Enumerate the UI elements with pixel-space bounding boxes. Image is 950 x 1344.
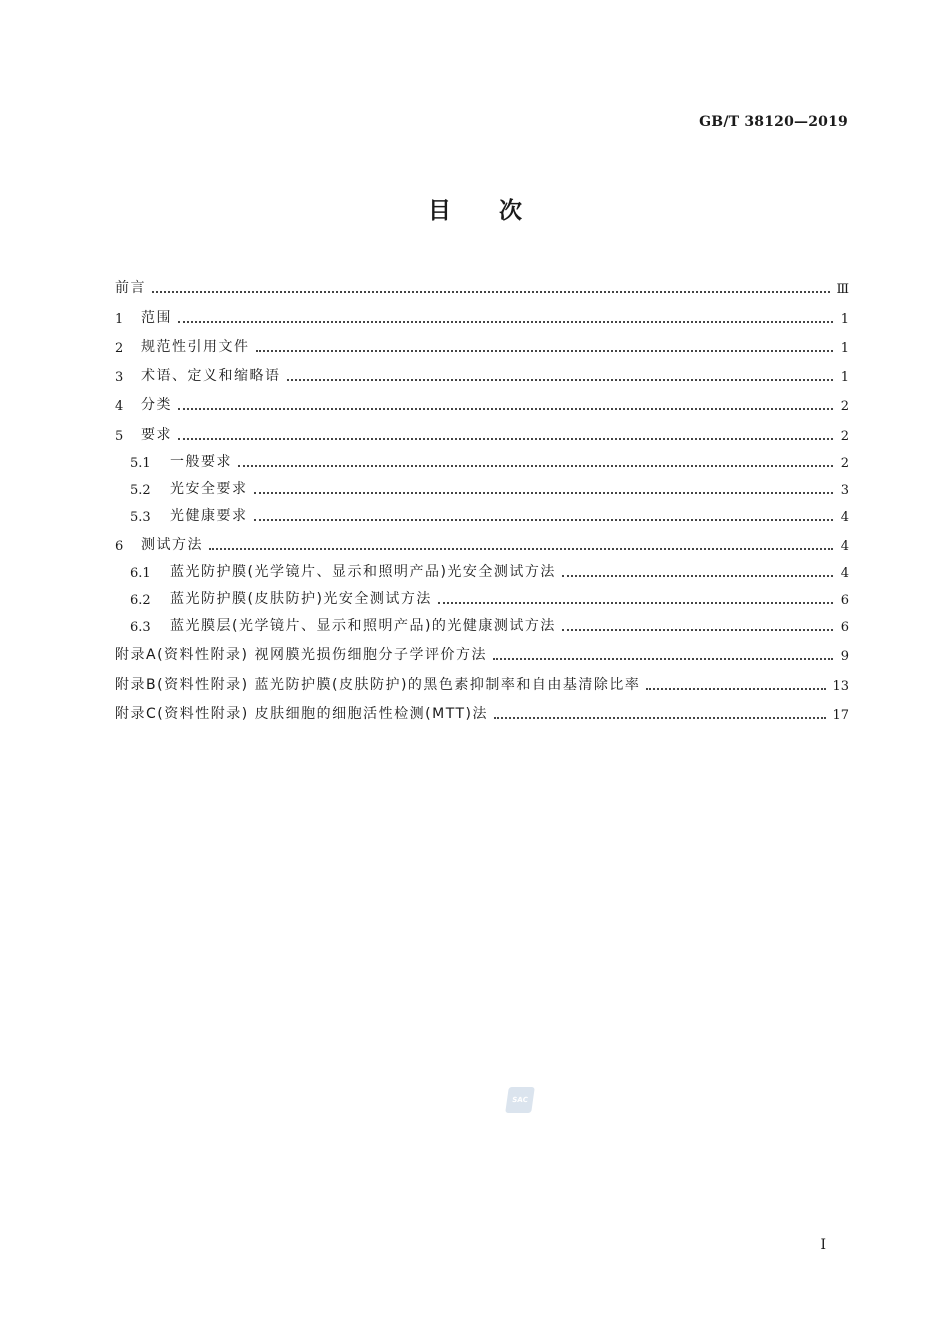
toc-dot-leader: [178, 437, 833, 440]
page-number: I: [820, 1237, 826, 1253]
toc-title: 目次: [428, 198, 570, 224]
toc-entry-title: 附录C(资料性附录) 皮肤细胞的细胞活性检测(MTT)法: [115, 705, 489, 722]
toc-entry-page: 2: [840, 455, 849, 471]
toc-entry-title: 测试方法: [141, 537, 203, 554]
toc-dot-leader: [493, 657, 833, 660]
toc-entry-title: 附录B(资料性附录) 蓝光防护膜(皮肤防护)的黑色素抑制率和自由基清除比率: [115, 676, 641, 693]
toc-dot-leader: [438, 601, 833, 604]
toc-entry-number: 6.3: [130, 620, 151, 636]
toc-entry-page: 1: [840, 340, 849, 356]
toc-entry-page: 4: [840, 566, 849, 582]
toc-entry[interactable]: [115, 610, 849, 637]
toc-entry-title: 规范性引用文件: [141, 338, 250, 355]
standard-code: GB/T 38120—2019: [699, 114, 848, 130]
toc-entry[interactable]: [115, 696, 849, 725]
toc-entry[interactable]: [115, 270, 849, 299]
watermark-label: SAC: [511, 1096, 529, 1104]
toc-entry-page: 13: [832, 678, 849, 694]
toc-dot-leader: [178, 320, 833, 323]
toc-entry-number: 3: [115, 370, 124, 386]
toc-entry[interactable]: [115, 329, 849, 358]
toc-entry-number: 5.2: [130, 482, 151, 498]
toc-entry-page: 9: [840, 649, 849, 665]
toc-dot-leader: [254, 518, 834, 521]
toc-dot-leader: [494, 716, 826, 719]
toc-entry[interactable]: [115, 387, 849, 416]
toc-dot-leader: [646, 687, 826, 690]
toc-entry-page: 2: [840, 428, 849, 444]
toc-entry[interactable]: [115, 583, 849, 610]
toc-entry-title: 光健康要求: [170, 507, 248, 524]
toc-entry-title: 要求: [141, 426, 172, 443]
toc-entry-page: 1: [840, 370, 849, 386]
toc-entry-title: 光安全要求: [170, 480, 248, 497]
toc-dot-leader: [254, 491, 834, 494]
toc-entry-number: 6: [115, 539, 124, 555]
toc-entry-page: 3: [840, 482, 849, 498]
toc-entry-number: 5.3: [130, 509, 151, 525]
sac-watermark-icon: [505, 1087, 535, 1113]
toc-dot-leader: [562, 628, 833, 631]
toc-entry-title: 附录A(资料性附录) 视网膜光损伤细胞分子学评价方法: [115, 647, 487, 664]
toc-entry[interactable]: [115, 446, 849, 473]
toc-entry-title: 蓝光防护膜(光学镜片、显示和照明产品)光安全测试方法: [170, 564, 556, 581]
toc-dot-leader: [238, 464, 833, 467]
toc-dot-leader: [152, 290, 830, 293]
toc-entry-page: 17: [832, 707, 849, 723]
toc-entry[interactable]: [115, 473, 849, 500]
toc-entry-number: 5: [115, 428, 124, 444]
toc-entry[interactable]: [115, 666, 849, 695]
toc-entry-title: 术语、定义和缩略语: [141, 368, 281, 385]
toc-dot-leader: [287, 378, 834, 381]
toc-entry[interactable]: [115, 556, 849, 583]
toc-entry-number: 1: [115, 311, 124, 327]
toc-entry-number: 6.2: [130, 593, 151, 609]
table-of-contents: [115, 270, 849, 725]
toc-entry-title: 范围: [141, 309, 172, 326]
toc-dot-leader: [178, 407, 833, 410]
toc-entry[interactable]: [115, 416, 849, 445]
toc-entry[interactable]: [115, 299, 849, 328]
toc-entry-page: 6: [840, 593, 849, 609]
toc-entry-title: 蓝光膜层(光学镜片、显示和照明产品)的光健康测试方法: [170, 618, 556, 635]
toc-entry[interactable]: [115, 527, 849, 556]
toc-entry-page: 2: [840, 399, 849, 415]
toc-entry[interactable]: [115, 637, 849, 666]
toc-entry-page: Ⅲ: [836, 282, 849, 298]
toc-entry[interactable]: [115, 358, 849, 387]
toc-entry-title: 前言: [115, 280, 146, 297]
toc-entry-page: 6: [840, 620, 849, 636]
toc-dot-leader: [256, 349, 834, 352]
toc-entry-number: 6.1: [130, 566, 151, 582]
toc-entry-number: 5.1: [130, 455, 151, 471]
toc-entry[interactable]: [115, 500, 849, 527]
toc-entry-title: 分类: [141, 397, 172, 414]
toc-dot-leader: [209, 547, 833, 550]
toc-entry-number: 2: [115, 340, 124, 356]
toc-entry-number: 4: [115, 399, 124, 415]
toc-entry-title: 蓝光防护膜(皮肤防护)光安全测试方法: [170, 591, 432, 608]
toc-entry-page: 4: [840, 539, 849, 555]
toc-entry-page: 1: [840, 311, 849, 327]
toc-dot-leader: [562, 574, 833, 577]
toc-entry-page: 4: [840, 509, 849, 525]
toc-entry-title: 一般要求: [170, 453, 232, 470]
